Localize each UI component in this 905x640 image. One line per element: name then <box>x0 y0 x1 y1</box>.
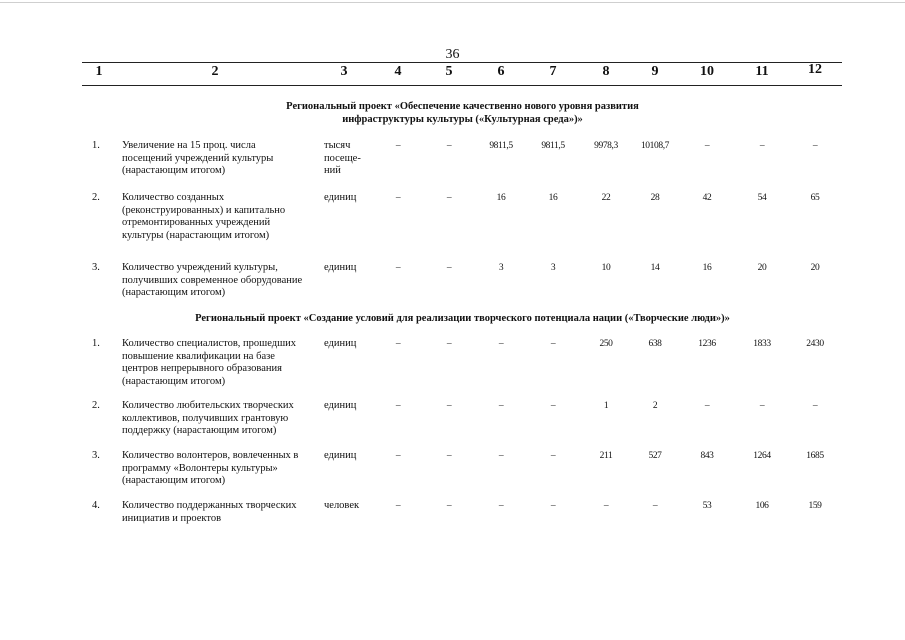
value-cell: 28 <box>650 193 660 203</box>
section-title-line: Региональный проект «Обеспечение качественно нового уровня развития <box>286 101 639 112</box>
value-cell: – <box>550 401 556 411</box>
row-number: 3. <box>92 262 100 273</box>
value-cell: 9811,5 <box>541 141 565 151</box>
value-cell: 65 <box>810 193 820 203</box>
value-cell: 2 <box>652 401 658 411</box>
value-cell: – <box>395 141 401 151</box>
value-cell: – <box>498 451 504 461</box>
header-bottom-rule <box>82 85 842 86</box>
indicator-name-line: Количество учреждений культуры, <box>122 262 278 273</box>
indicator-name-line: (реконструированных) и капитально <box>122 204 286 216</box>
value-cell: – <box>395 501 401 511</box>
row-number: 4. <box>92 500 100 511</box>
value-cell: 14 <box>650 263 660 273</box>
column-header: 2 <box>211 64 219 79</box>
value-cell: – <box>446 141 452 151</box>
page-number: 36 <box>445 47 460 62</box>
value-cell: 2430 <box>806 339 824 349</box>
value-cell: – <box>550 451 556 461</box>
indicator-name <box>122 192 314 242</box>
value-cell: 54 <box>757 193 767 203</box>
indicator-name-line: центров непрерывного образования <box>122 363 282 374</box>
value-cell: 22 <box>601 193 611 203</box>
value-cell: 1 <box>603 401 609 411</box>
value-cell: 10108,7 <box>640 141 670 151</box>
value-cell: – <box>446 193 452 203</box>
unit-line: единиц <box>324 450 357 461</box>
value-cell: – <box>446 263 452 273</box>
value-cell: 20 <box>810 263 820 273</box>
value-cell: – <box>704 401 710 411</box>
value-cell: – <box>812 401 818 411</box>
indicator-name-line: программу «Волонтеры культуры» <box>122 462 278 474</box>
indicator-name-line: Количество поддержанных творческих <box>122 500 297 511</box>
value-cell: 16 <box>496 193 506 203</box>
value-cell: – <box>759 401 765 411</box>
indicator-name <box>122 500 314 525</box>
value-cell: 527 <box>648 451 662 461</box>
column-header: 6 <box>497 64 505 79</box>
value-cell: – <box>498 401 504 411</box>
indicator-name-line: поддержку (нарастающим итогом) <box>122 425 277 436</box>
unit-line: посеще- <box>324 152 361 164</box>
value-cell: 1685 <box>806 451 824 461</box>
value-cell: 9811,5 <box>489 141 513 151</box>
indicator-name <box>122 400 314 438</box>
value-cell: 843 <box>700 451 714 461</box>
value-cell: 106 <box>755 501 769 511</box>
column-header: 11 <box>755 64 769 79</box>
value-cell: – <box>395 193 401 203</box>
indicator-name <box>122 338 314 388</box>
row-number: 2. <box>92 400 100 411</box>
value-cell: – <box>759 141 765 151</box>
row-number: 1. <box>92 140 100 151</box>
column-header: 8 <box>602 64 610 79</box>
unit-of-measure <box>324 262 374 275</box>
value-cell: – <box>395 401 401 411</box>
unit-line: ний <box>324 165 341 176</box>
value-cell: – <box>446 339 452 349</box>
indicator-name-line: коллективов, получивших грантовую <box>122 412 289 424</box>
row-number: 1. <box>92 338 100 349</box>
indicator-name-line: культуры (нарастающим итогом) <box>122 229 270 241</box>
unit-line: человек <box>324 500 360 511</box>
value-cell: – <box>446 501 452 511</box>
value-cell: – <box>395 451 401 461</box>
value-cell: – <box>446 401 452 411</box>
unit-line: единиц <box>324 400 357 411</box>
indicator-name-line: посещений учреждений культуры <box>122 152 274 164</box>
indicator-name-line: Увеличение на 15 проц. числа <box>122 140 256 151</box>
indicator-name-line: инициатив и проектов <box>122 512 222 524</box>
indicator-name-line: отремонтированных учреждений <box>122 217 271 228</box>
value-cell: 638 <box>648 339 662 349</box>
value-cell: – <box>498 501 504 511</box>
indicator-name-line: (нарастающим итогом) <box>122 287 226 298</box>
unit-line: единиц <box>324 192 357 203</box>
value-cell: – <box>446 451 452 461</box>
value-cell: 42 <box>702 193 712 203</box>
column-header: 5 <box>445 64 453 79</box>
column-header: 3 <box>340 64 348 79</box>
column-header: 7 <box>549 64 557 79</box>
indicator-name <box>122 450 314 488</box>
indicator-name-line: Количество любительских творческих <box>122 400 294 411</box>
value-cell: 9978,3 <box>594 141 618 151</box>
indicator-name-line: Количество специалистов, прошедших <box>122 338 297 349</box>
value-cell: 1833 <box>753 339 771 349</box>
value-cell: 1264 <box>753 451 771 461</box>
column-header: 1 <box>95 64 103 79</box>
value-cell: 159 <box>808 501 822 511</box>
indicator-name-line: (нарастающим итогом) <box>122 165 226 176</box>
column-header: 4 <box>394 64 402 79</box>
scan-edge-line <box>0 2 905 3</box>
value-cell: 20 <box>757 263 767 273</box>
indicator-name-line: повышение квалификации на базе <box>122 350 275 362</box>
value-cell: – <box>550 339 556 349</box>
unit-line: единиц <box>324 338 357 349</box>
section-title-culture-environment <box>100 100 825 126</box>
value-cell: – <box>550 501 556 511</box>
indicator-name-line: Количество волонтеров, вовлеченных в <box>122 450 299 461</box>
unit-of-measure <box>324 500 374 513</box>
indicator-name-line: получивших современное оборудование <box>122 274 303 286</box>
value-cell: 1236 <box>698 339 716 349</box>
unit-of-measure <box>324 400 374 413</box>
column-header: 10 <box>700 64 714 79</box>
section-title-line: инфраструктуры культуры («Культурная среда»)» <box>342 114 583 125</box>
unit-of-measure <box>324 450 374 463</box>
value-cell: 16 <box>548 193 558 203</box>
value-cell: – <box>603 501 609 511</box>
value-cell: 53 <box>702 501 712 511</box>
value-cell: – <box>395 263 401 273</box>
value-cell: – <box>652 501 658 511</box>
value-cell: – <box>498 339 504 349</box>
column-header: 12 <box>808 62 822 77</box>
value-cell: 3 <box>550 263 556 273</box>
indicator-name-line: (нарастающим итогом) <box>122 475 226 486</box>
header-top-rule <box>82 62 842 63</box>
unit-of-measure <box>324 140 374 178</box>
value-cell: 16 <box>702 263 712 273</box>
section-title-line: Региональный проект «Создание условий для реализации творческого потенциала нации («Творческие люди»)» <box>195 313 730 324</box>
indicator-name <box>122 262 314 300</box>
indicator-name-line: Количество созданных <box>122 192 225 203</box>
value-cell: – <box>395 339 401 349</box>
value-cell: 3 <box>498 263 504 273</box>
indicator-name-line: (нарастающим итогом) <box>122 375 226 387</box>
value-cell: 211 <box>599 451 613 461</box>
unit-line: тысяч <box>324 140 351 151</box>
value-cell: – <box>704 141 710 151</box>
value-cell: – <box>812 141 818 151</box>
indicator-name <box>122 140 314 178</box>
unit-of-measure <box>324 192 374 205</box>
column-header: 9 <box>651 64 659 79</box>
unit-of-measure <box>324 338 374 351</box>
unit-line: единиц <box>324 262 357 273</box>
value-cell: 250 <box>599 339 613 349</box>
value-cell: 10 <box>601 263 611 273</box>
row-number: 2. <box>92 192 100 203</box>
section-title-creative-people <box>90 312 835 325</box>
row-number: 3. <box>92 450 100 461</box>
